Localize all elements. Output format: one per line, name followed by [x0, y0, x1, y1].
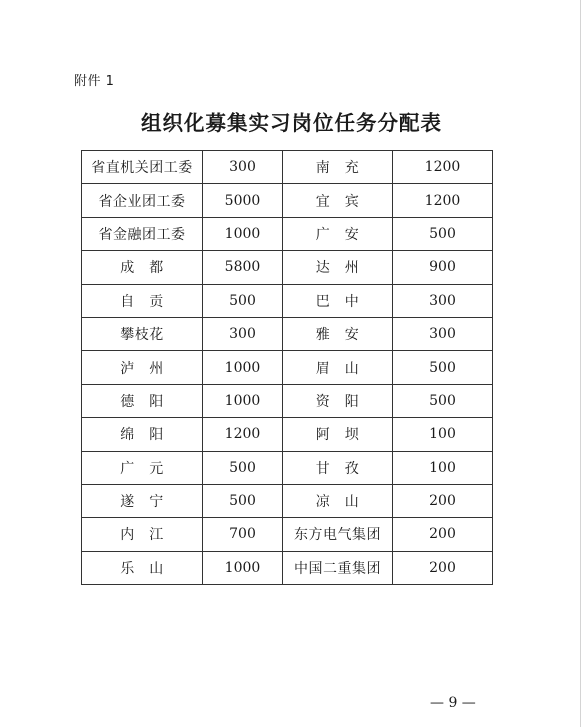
unit-name-cell: 资 阳	[283, 384, 393, 417]
quota-cell: 1200	[393, 151, 493, 184]
quota-cell: 900	[393, 251, 493, 284]
quota-cell: 200	[393, 518, 493, 551]
unit-name-cell: 绵 阳	[82, 418, 203, 451]
quota-cell: 500	[393, 217, 493, 250]
unit-name-cell: 攀枝花	[82, 317, 203, 350]
unit-name-cell: 泸 州	[82, 351, 203, 384]
attachment-label: 附件 1	[74, 74, 115, 89]
table-row	[82, 151, 493, 184]
quota-cell: 500	[393, 351, 493, 384]
table-row	[82, 484, 493, 517]
quota-cell: 500	[393, 384, 493, 417]
table-row	[82, 418, 493, 451]
quota-cell: 1200	[203, 418, 283, 451]
unit-name-cell: 东方电气集团	[283, 518, 393, 551]
unit-name-cell: 广 元	[82, 451, 203, 484]
quota-cell: 1000	[203, 217, 283, 250]
quota-cell: 300	[393, 284, 493, 317]
quota-cell: 1200	[393, 184, 493, 217]
unit-name-cell: 达 州	[283, 251, 393, 284]
unit-name-cell: 省直机关团工委	[82, 151, 203, 184]
unit-name-cell: 宜 宾	[283, 184, 393, 217]
unit-name-cell: 自 贡	[82, 284, 203, 317]
allocation-table	[81, 150, 493, 585]
page-number: — 9 —	[430, 695, 476, 711]
quota-cell: 5000	[203, 184, 283, 217]
quota-cell: 5800	[203, 251, 283, 284]
unit-name-cell: 眉 山	[283, 351, 393, 384]
quota-cell: 500	[203, 484, 283, 517]
unit-name-cell: 遂 宁	[82, 484, 203, 517]
quota-cell: 200	[393, 484, 493, 517]
unit-name-cell: 雅 安	[283, 317, 393, 350]
unit-name-cell: 乐 山	[82, 551, 203, 584]
table-row	[82, 384, 493, 417]
quota-cell: 700	[203, 518, 283, 551]
unit-name-cell: 南 充	[283, 151, 393, 184]
quota-cell: 100	[393, 451, 493, 484]
table-row	[82, 451, 493, 484]
quota-cell: 200	[393, 551, 493, 584]
table-row	[82, 518, 493, 551]
unit-name-cell: 凉 山	[283, 484, 393, 517]
unit-name-cell: 内 江	[82, 518, 203, 551]
unit-name-cell: 成 都	[82, 251, 203, 284]
table-row	[82, 551, 493, 584]
unit-name-cell: 德 阳	[82, 384, 203, 417]
unit-name-cell: 巴 中	[283, 284, 393, 317]
quota-cell: 500	[203, 284, 283, 317]
table-row	[82, 317, 493, 350]
quota-cell: 100	[393, 418, 493, 451]
quota-cell: 1000	[203, 351, 283, 384]
allocation-table-body	[82, 151, 493, 585]
table-row	[82, 251, 493, 284]
unit-name-cell: 广 安	[283, 217, 393, 250]
quota-cell: 300	[203, 151, 283, 184]
table-row	[82, 351, 493, 384]
unit-name-cell: 省金融团工委	[82, 217, 203, 250]
unit-name-cell: 省企业团工委	[82, 184, 203, 217]
table-row	[82, 217, 493, 250]
quota-cell: 300	[393, 317, 493, 350]
quota-cell: 500	[203, 451, 283, 484]
unit-name-cell: 阿 坝	[283, 418, 393, 451]
quota-cell: 300	[203, 317, 283, 350]
table-row	[82, 184, 493, 217]
unit-name-cell: 甘 孜	[283, 451, 393, 484]
table-row	[82, 284, 493, 317]
page-title: 组织化募集实习岗位任务分配表	[141, 111, 442, 135]
unit-name-cell: 中国二重集团	[283, 551, 393, 584]
quota-cell: 1000	[203, 551, 283, 584]
quota-cell: 1000	[203, 384, 283, 417]
